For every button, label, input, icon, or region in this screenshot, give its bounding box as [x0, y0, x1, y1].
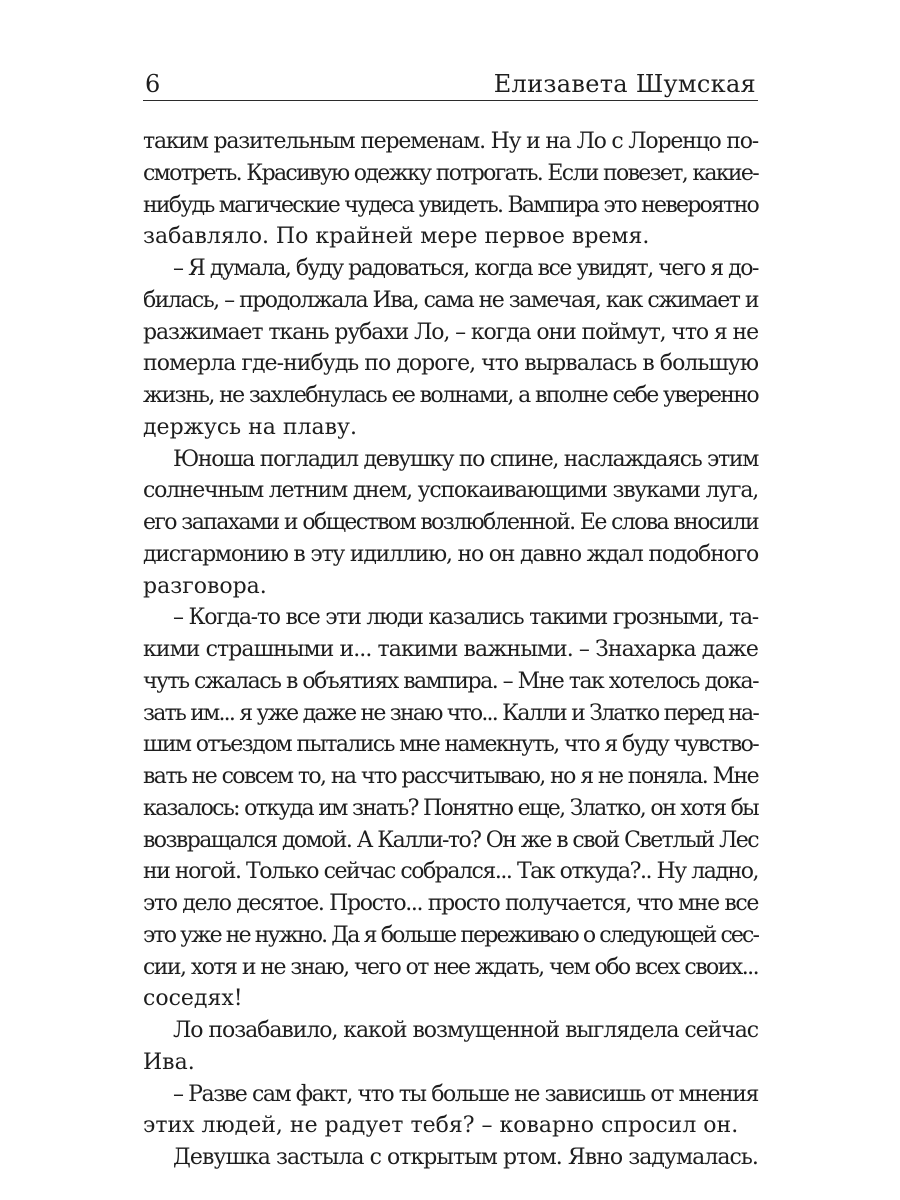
author-name: Елизавета Шумская	[493, 70, 756, 98]
body-text	[143, 126, 758, 1174]
text-line: это уже не нужно. Да я больше переживаю о следующей сес-	[143, 922, 758, 948]
text-line: возвращался домой. А Калли-то? Он же в свой Светлый Лес	[143, 827, 758, 853]
text-line: зать им... я уже даже не знаю что... Калли и Златко перед на-	[143, 700, 758, 726]
text-line: – Разве сам факт, что ты больше не зависишь от мнения	[173, 1081, 758, 1107]
text-line: – Я думала, буду радоваться, когда все увидят, чего я до-	[173, 256, 758, 281]
page-number: 6	[145, 70, 161, 98]
text-line: разговора.	[143, 573, 267, 599]
text-line: шим отъездом пытались мне намекнуть, что я буду чувство-	[143, 732, 759, 758]
text-line: билась, – продолжала Ива, сама не замечая, как сжимает и	[143, 287, 758, 313]
text-line: таким разительным переменам. Ну и на Ло с Лоренцо по-	[143, 129, 758, 154]
text-line: казалось: откуда им знать? Понятно еще, Златко, он хотя бы	[143, 795, 759, 821]
text-line: Ива.	[143, 1049, 195, 1075]
text-line: его запахами и обществом возлюбленной. Ее слова вносили	[143, 510, 758, 535]
text-line: – Когда-то все эти люди казались такими грозными, та-	[173, 605, 758, 631]
text-line: ни ногой. Только сейчас собрался... Так откуда?.. Ну ладно,	[143, 859, 759, 885]
text-line: жизнь, не захлебнулась ее волнами, а вполне себе уверенно	[143, 383, 758, 408]
text-line: разжимает ткань рубахи Ло, – когда они поймут, что я не	[143, 319, 758, 345]
text-line: смотреть. Красивую одежку потрогать. Если повезет, какие-	[143, 160, 758, 186]
text-line: это дело десятое. Просто... просто получается, что мне все	[143, 891, 758, 916]
text-line: сии, хотя и не знаю, чего от нее ждать, чем обо всех своих...	[143, 954, 759, 980]
text-line: нибудь магические чудеса увидеть. Вампира это невероятно	[143, 192, 759, 218]
text-line: солнечным летним днем, успокаивающими звуками луга,	[143, 478, 759, 504]
text-line: кими страшными и... такими важными. – Знахарка даже	[143, 637, 758, 662]
text-line: держусь на плаву.	[143, 414, 357, 440]
text-line: вать не совсем то, на что рассчитываю, но я не поняла. Мне	[143, 764, 759, 789]
text-line: померла где-нибудь по дороге, что вырвалась в большую	[143, 351, 758, 377]
running-header	[143, 64, 758, 101]
text-line: Юноша погладил девушку по спине, наслаждаясь этим	[173, 446, 758, 472]
text-line: этих людей, не радует тебя? – коварно спросил он.	[143, 1113, 739, 1139]
text-line: забавляло. По крайней мере первое время.	[143, 224, 650, 250]
text-line: дисгармонию в эту идиллию, но он давно ждал подобного	[143, 541, 759, 567]
text-line: Девушка застыла с открытым ртом. Явно задумалась.	[173, 1145, 758, 1170]
text-line: чуть сжалась в объятиях вампира. – Мне так хотелось дока-	[143, 668, 758, 694]
text-line: соседях!	[143, 986, 243, 1012]
text-line: Ло позабавило, какой возмущенной выглядела сейчас	[173, 1018, 758, 1043]
